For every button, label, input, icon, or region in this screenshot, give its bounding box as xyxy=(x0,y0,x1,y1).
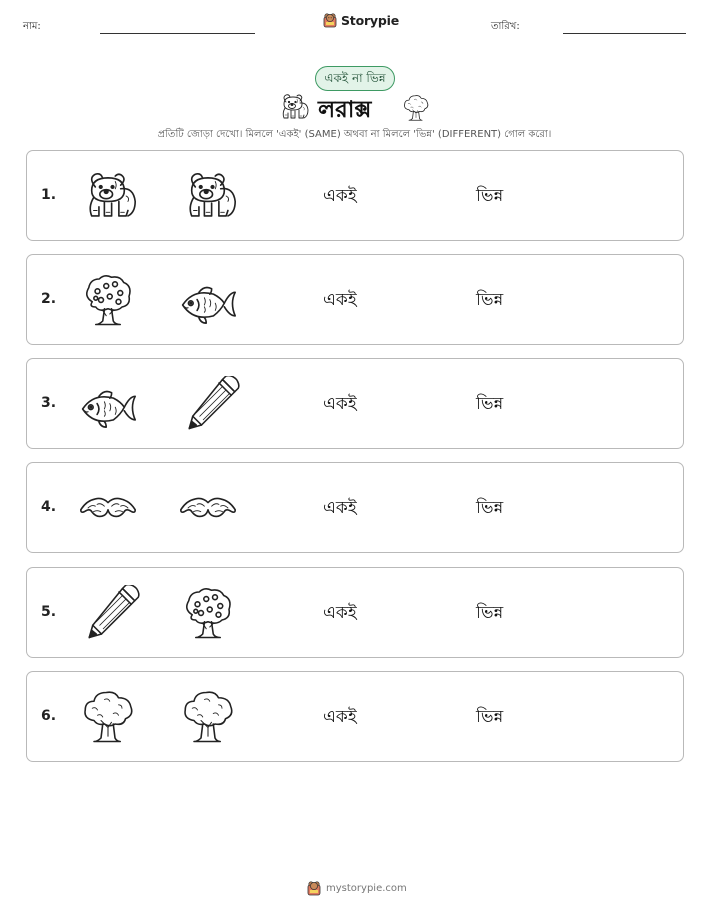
tree-icon xyxy=(179,689,237,745)
fruit-tree-icon xyxy=(179,585,237,641)
name-label: নাম: xyxy=(23,21,41,32)
question-row-6 xyxy=(26,671,684,762)
brand-logo xyxy=(323,12,399,28)
worksheet-type-badge: একই না ভিন্ন xyxy=(315,66,395,91)
question-number: 4. xyxy=(41,499,57,515)
fruit-tree-icon xyxy=(79,272,137,328)
storypie-mascot-icon xyxy=(323,12,337,28)
footer xyxy=(307,880,407,896)
pencil-icon xyxy=(183,376,241,432)
same-option[interactable]: একই xyxy=(323,290,357,310)
fish-icon xyxy=(79,381,137,437)
different-option[interactable]: ভিন্ন xyxy=(476,498,504,518)
question-row-4 xyxy=(26,462,684,553)
different-option[interactable]: ভিন্ন xyxy=(476,394,504,414)
question-number: 1. xyxy=(41,187,57,203)
same-option[interactable]: একই xyxy=(323,603,357,623)
question-number: 2. xyxy=(41,291,57,307)
instructions: প্রতিটি জোড়া দেখো। মিললে 'একই' (SAME) অথবা না মিললে 'ভিন্ন' (DIFFERENT) গোল করো। xyxy=(157,129,552,140)
different-option[interactable]: ভিন্ন xyxy=(476,603,504,623)
question-row-3 xyxy=(26,358,684,449)
mustache-icon xyxy=(79,493,137,523)
pencil-icon xyxy=(83,585,141,641)
different-option[interactable]: ভিন্ন xyxy=(476,186,504,206)
question-row-5 xyxy=(26,567,684,658)
date-line[interactable] xyxy=(563,33,686,34)
title-row xyxy=(0,91,709,123)
fish-icon xyxy=(179,277,237,333)
bear-icon xyxy=(179,168,237,224)
tree-icon xyxy=(79,689,137,745)
name-line[interactable] xyxy=(100,33,255,34)
question-row-2 xyxy=(26,254,684,345)
bear-icon xyxy=(277,93,309,121)
date-label: তারিখ: xyxy=(491,21,520,32)
page-title: লরাক্স xyxy=(318,97,372,123)
same-option[interactable]: একই xyxy=(323,394,357,414)
mustache-icon xyxy=(179,493,237,523)
storypie-mascot-icon xyxy=(307,880,321,896)
brand-name: Storypie xyxy=(341,12,399,28)
question-number: 5. xyxy=(41,604,57,620)
question-number: 6. xyxy=(41,708,57,724)
tree-icon xyxy=(402,93,430,123)
same-option[interactable]: একই xyxy=(323,186,357,206)
same-option[interactable]: একই xyxy=(323,498,357,518)
question-row-1 xyxy=(26,150,684,241)
bear-icon xyxy=(79,168,137,224)
different-option[interactable]: ভিন্ন xyxy=(476,707,504,727)
same-option[interactable]: একই xyxy=(323,707,357,727)
question-number: 3. xyxy=(41,395,57,411)
footer-site[interactable]: mystorypie.com xyxy=(326,882,407,894)
different-option[interactable]: ভিন্ন xyxy=(476,290,504,310)
